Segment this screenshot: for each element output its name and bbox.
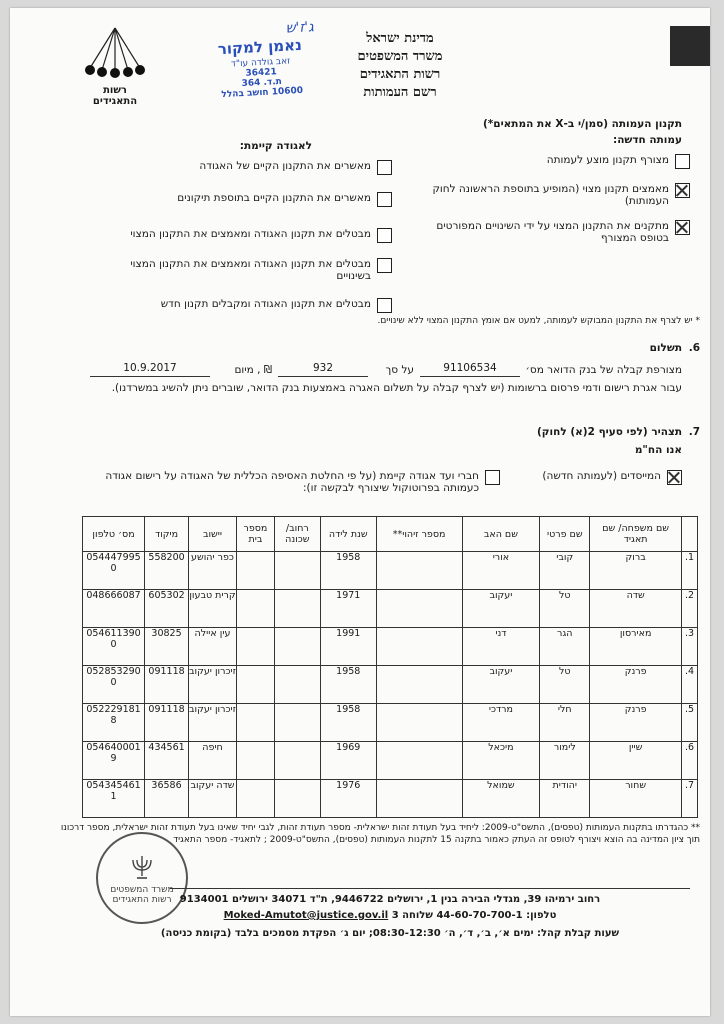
existing-option-2-label: מאשרים את התקנון הקיים בתוספת תיקונים bbox=[177, 192, 371, 204]
payment-receipt-text: מצורפת קבלה של בנק הדואר מס׳ bbox=[525, 364, 682, 376]
last-name-cell[interactable]: שדה bbox=[590, 590, 682, 628]
receipt-number-field[interactable]: 91106534 bbox=[420, 362, 520, 377]
birth-year-cell[interactable]: 1991 bbox=[320, 628, 376, 666]
city-cell[interactable]: זיכרון יעקוב bbox=[189, 704, 237, 742]
existing-option-3-checkbox[interactable] bbox=[377, 228, 392, 243]
phone-cell[interactable]: 054345461 1 bbox=[83, 780, 145, 818]
col-first-name-header: שם פרטי bbox=[540, 517, 590, 552]
menorah-icon bbox=[127, 852, 157, 882]
street-cell[interactable] bbox=[274, 780, 320, 818]
city-cell[interactable]: חיפה bbox=[189, 742, 237, 780]
header-ministry: משרד המשפטים bbox=[357, 49, 443, 64]
row-number: 6. bbox=[682, 742, 698, 780]
new-option-3-label: מתקנים את התקנון המצוי על ידי השינויים המפורטים בטופס המצורף bbox=[436, 220, 669, 244]
zip-cell[interactable]: 605302 bbox=[145, 590, 189, 628]
birth-year-cell[interactable]: 1971 bbox=[320, 590, 376, 628]
last-name-cell[interactable]: מאירסון bbox=[590, 628, 682, 666]
stamp-name: נאמן למקור bbox=[217, 35, 303, 59]
id-cell[interactable] bbox=[376, 590, 462, 628]
street-cell[interactable] bbox=[274, 704, 320, 742]
footer-address: רחוב ירמיהו 39, מגדלי הבירה בנין 1, ירושלים 9446722, ת"ד 34071 ירושלים 9134001 bbox=[179, 894, 601, 905]
last-name-cell[interactable]: שחור bbox=[590, 780, 682, 818]
pendulum-logo-icon bbox=[80, 26, 150, 81]
payment-date-field[interactable]: 10.9.2017 bbox=[90, 362, 210, 377]
city-cell[interactable]: שדה יעקוב bbox=[189, 780, 237, 818]
house-number-cell[interactable] bbox=[236, 666, 274, 704]
new-option-2-label: מאמצים תקנון מצוי (המופיע בתוספת הראשונה לחוק העמותות) bbox=[432, 183, 669, 207]
zip-cell[interactable]: 091118 bbox=[145, 704, 189, 742]
existing-option-2[interactable] bbox=[102, 192, 392, 207]
table-row bbox=[83, 628, 698, 666]
col-birth-year-header: שנת לידה bbox=[320, 517, 376, 552]
col-number-header bbox=[682, 517, 698, 552]
table-row bbox=[83, 704, 698, 742]
col-last-name-header: שם משפחה/ שם תאגיד bbox=[590, 517, 682, 552]
row-number: 3. bbox=[682, 628, 698, 666]
founders-option[interactable] bbox=[512, 470, 682, 485]
existing-option-5-checkbox[interactable] bbox=[377, 298, 392, 313]
board-checkbox[interactable] bbox=[485, 470, 500, 485]
seal-text-1: משרד המשפטים bbox=[110, 885, 174, 895]
seal-text-2: רשות התאגידים bbox=[112, 895, 172, 905]
header-authority: רשות התאגידים bbox=[359, 67, 441, 82]
footer-email-link[interactable]: Moked-Amutot@justice.gov.il bbox=[223, 910, 389, 921]
row-number: 5. bbox=[682, 704, 698, 742]
existing-option-4-checkbox[interactable] bbox=[377, 258, 392, 273]
table-row bbox=[83, 780, 698, 818]
col-zip-header: מיקוד bbox=[145, 517, 189, 552]
col-city-header: יישוב bbox=[189, 517, 237, 552]
amount-label: על סך bbox=[385, 364, 414, 376]
existing-option-3[interactable] bbox=[102, 228, 392, 243]
new-option-1-checkbox[interactable] bbox=[675, 154, 690, 169]
header-state: מדינת ישראל bbox=[366, 31, 434, 46]
row-number: 2. bbox=[682, 590, 698, 628]
founders-table bbox=[82, 516, 698, 818]
last-name-cell[interactable]: ברוק bbox=[590, 552, 682, 590]
birth-year-cell[interactable]: 1969 bbox=[320, 742, 376, 780]
stamp-line5: 10600 חושב בהלל bbox=[221, 85, 304, 101]
row-number: 7. bbox=[682, 780, 698, 818]
first-name-cell[interactable]: קובי bbox=[540, 552, 590, 590]
first-name-cell[interactable]: יהודית bbox=[540, 780, 590, 818]
section6-number: 6. bbox=[688, 342, 700, 354]
section5-note: * יש לצרף את התקנון המבוקש לעמותה, למעט אם אומץ התקנון המצוי ללא שינויים. bbox=[377, 316, 700, 326]
stamp-line4: ת.ד. 364 bbox=[241, 76, 283, 90]
phone-cell[interactable]: 052229181 8 bbox=[83, 704, 145, 742]
house-number-cell[interactable] bbox=[236, 590, 274, 628]
phone-cell[interactable]: 048666087 bbox=[83, 590, 145, 628]
house-number-cell[interactable] bbox=[236, 742, 274, 780]
father-name-cell[interactable]: מרדכי bbox=[462, 704, 540, 742]
city-cell[interactable]: כפר יהושע bbox=[189, 552, 237, 590]
city-cell[interactable]: עין איילה bbox=[189, 628, 237, 666]
first-name-cell[interactable]: לימור bbox=[540, 742, 590, 780]
footer-hours: שעות קבלת קהל: ימים א׳, ב׳, ד׳, ה׳ 08:30-12:30; יום ג׳ הפקדת מסמכים בלבד (בקומת כניסה) bbox=[160, 928, 620, 939]
new-option-2[interactable] bbox=[400, 183, 690, 207]
id-cell[interactable] bbox=[376, 552, 462, 590]
section7-title: תצהיר (לפי סעיף 2(א) לחוק) bbox=[537, 426, 682, 438]
section5-title: תקנון העמותה (סמן/י ב-X את המתאים*) bbox=[482, 118, 682, 130]
house-number-cell[interactable] bbox=[236, 628, 274, 666]
father-name-cell[interactable]: דני bbox=[462, 628, 540, 666]
street-cell[interactable] bbox=[274, 628, 320, 666]
col-father-name-header: שם האב bbox=[462, 517, 540, 552]
existing-option-4-label: מבטלים את תקנון האגודה ומאמצים את התקנון המצוי בשינויים bbox=[130, 258, 371, 282]
id-cell[interactable] bbox=[376, 780, 462, 818]
new-option-3-checkbox[interactable] bbox=[675, 220, 690, 235]
last-name-cell[interactable]: שיין bbox=[590, 742, 682, 780]
row-number: 4. bbox=[682, 666, 698, 704]
first-name-cell[interactable]: הגר bbox=[540, 628, 590, 666]
phone-cell[interactable]: 054640001 9 bbox=[83, 742, 145, 780]
existing-option-1-checkbox[interactable] bbox=[377, 160, 392, 175]
existing-option-5[interactable] bbox=[102, 298, 392, 313]
id-cell[interactable] bbox=[376, 628, 462, 666]
board-label: חברי ועד אגודה קיימת (על פי החלטת האסיפה הכללית של האגודה על רישום אגודה כעמותה בפרוטוקול שיצורף לבקשה זו): bbox=[105, 470, 480, 494]
house-number-cell[interactable] bbox=[236, 780, 274, 818]
founders-checkbox[interactable] bbox=[667, 470, 682, 485]
section6-title: תשלום bbox=[649, 342, 682, 354]
phone-cell[interactable]: 054447995 0 bbox=[83, 552, 145, 590]
street-cell[interactable] bbox=[274, 590, 320, 628]
father-name-cell[interactable]: יעקוב bbox=[462, 590, 540, 628]
new-option-3[interactable] bbox=[400, 220, 690, 244]
table-row bbox=[83, 666, 698, 704]
house-number-cell[interactable] bbox=[236, 552, 274, 590]
row-number: 1. bbox=[682, 552, 698, 590]
authority-logo bbox=[80, 26, 150, 106]
col-house-header: מספר בית bbox=[236, 517, 274, 552]
zip-cell[interactable]: 36586 bbox=[145, 780, 189, 818]
father-name-cell[interactable]: יעקוב bbox=[462, 666, 540, 704]
existing-option-2-checkbox[interactable] bbox=[377, 192, 392, 207]
phone-cell[interactable]: 052853290 0 bbox=[83, 666, 145, 704]
table-row bbox=[83, 552, 698, 590]
table-header-row bbox=[83, 517, 698, 552]
date-label: ₪ , מיום bbox=[234, 364, 272, 376]
declaration-we: אנו הח"מ bbox=[634, 444, 682, 456]
street-cell[interactable] bbox=[274, 666, 320, 704]
logo-text-1: רשות bbox=[103, 85, 127, 96]
last-name-cell[interactable]: פרנק bbox=[590, 704, 682, 742]
birth-year-cell[interactable]: 1958 bbox=[320, 552, 376, 590]
stamp-line3: 36421 bbox=[245, 67, 278, 79]
founders-label: המייסדים (לעמותה חדשה) bbox=[542, 470, 661, 482]
board-option[interactable] bbox=[80, 470, 500, 494]
new-association-label: עמותה חדשה: bbox=[613, 134, 682, 146]
new-option-1[interactable] bbox=[420, 154, 690, 169]
existing-option-5-label: מבטלים את תקנון האגודה ומקבלים תקנון חדש bbox=[160, 298, 371, 310]
city-cell[interactable]: זיכרון יעקוב bbox=[189, 666, 237, 704]
phone-cell[interactable]: 054611390 0 bbox=[83, 628, 145, 666]
new-option-1-label: מצורף תקנון מוצע לעמותה bbox=[546, 154, 669, 166]
id-cell[interactable] bbox=[376, 704, 462, 742]
zip-cell[interactable]: 091118 bbox=[145, 666, 189, 704]
first-name-cell[interactable]: טל bbox=[540, 590, 590, 628]
state-emblem bbox=[670, 26, 710, 66]
section7-number: 7. bbox=[688, 426, 700, 438]
street-cell[interactable] bbox=[274, 552, 320, 590]
header-registrar: רשם העמותות bbox=[363, 85, 437, 100]
new-option-2-checkbox[interactable] bbox=[675, 183, 690, 198]
existing-option-3-label: מבטלים את תקנון האגודה ומאמצים את התקנון המצוי bbox=[130, 228, 371, 240]
true-copy-stamp bbox=[204, 19, 319, 120]
existing-association-label: לאגודה קיימת: bbox=[239, 140, 312, 152]
col-street-header: רחוב/ שכונה bbox=[274, 517, 320, 552]
father-name-cell[interactable]: מיכאל bbox=[462, 742, 540, 780]
footer-phone: טלפון: 44-60-70-700-1 שלוחה 3 bbox=[391, 910, 557, 921]
first-name-cell[interactable]: טל bbox=[540, 666, 590, 704]
footnote: ** כהגדרתו בתקנות העמותות (טפסים), התשס"ט-2009: ליחיד בעל תעודת זהות ישראלית- מספר תעודת זהות, לגבי יחיד שאינו בעל תעודת זהות ישראלית, מספר דרכונו תוך ציון המדינה בה הוצא ויצורף לטופס זה העתק כאמור בתקנה 15 לתקנות העמותות (טפסים), התשס"ט-2009 ; לתאגיד- מספר התאגיד bbox=[60, 823, 700, 846]
house-number-cell[interactable] bbox=[236, 704, 274, 742]
father-name-cell[interactable]: אורי bbox=[462, 552, 540, 590]
birth-year-cell[interactable]: 1958 bbox=[320, 666, 376, 704]
zip-cell[interactable]: 434561 bbox=[145, 742, 189, 780]
table-row bbox=[83, 590, 698, 628]
zip-cell[interactable]: 30825 bbox=[145, 628, 189, 666]
document-page bbox=[10, 8, 710, 1016]
stamp-line2: זאב גולדה עו"ד bbox=[230, 56, 291, 70]
stamp-handwriting: ג'ז'ש bbox=[285, 19, 315, 37]
last-name-cell[interactable]: פרנק bbox=[590, 666, 682, 704]
logo-text-2: התאגידים bbox=[92, 96, 138, 107]
footer-contact bbox=[110, 910, 670, 921]
birth-year-cell[interactable]: 1958 bbox=[320, 704, 376, 742]
existing-option-4[interactable] bbox=[102, 258, 392, 282]
city-cell[interactable]: קרית טבעון bbox=[189, 590, 237, 628]
id-cell[interactable] bbox=[376, 742, 462, 780]
existing-option-1[interactable] bbox=[102, 160, 392, 175]
amount-field[interactable]: 932 bbox=[278, 362, 368, 377]
footer-divider bbox=[170, 888, 690, 889]
birth-year-cell[interactable]: 1976 bbox=[320, 780, 376, 818]
id-cell[interactable] bbox=[376, 666, 462, 704]
payment-description: עבור אגרת רישום ודמי פרסום ברשומות (יש לצרף קבלה על תשלום האגרה באמצעות בנק הדואר, שוברים ניתן להשיג במשרדנו). bbox=[111, 382, 682, 394]
existing-option-1-label: מאשרים את התקנון הקיים של האגודה bbox=[199, 160, 371, 172]
father-name-cell[interactable]: שמואל bbox=[462, 780, 540, 818]
first-name-cell[interactable]: חלי bbox=[540, 704, 590, 742]
zip-cell[interactable]: 558200 bbox=[145, 552, 189, 590]
street-cell[interactable] bbox=[274, 742, 320, 780]
col-id-header: מספר זיהוי** bbox=[376, 517, 462, 552]
table-row bbox=[83, 742, 698, 780]
col-phone-header: מס׳ טלפון bbox=[83, 517, 145, 552]
